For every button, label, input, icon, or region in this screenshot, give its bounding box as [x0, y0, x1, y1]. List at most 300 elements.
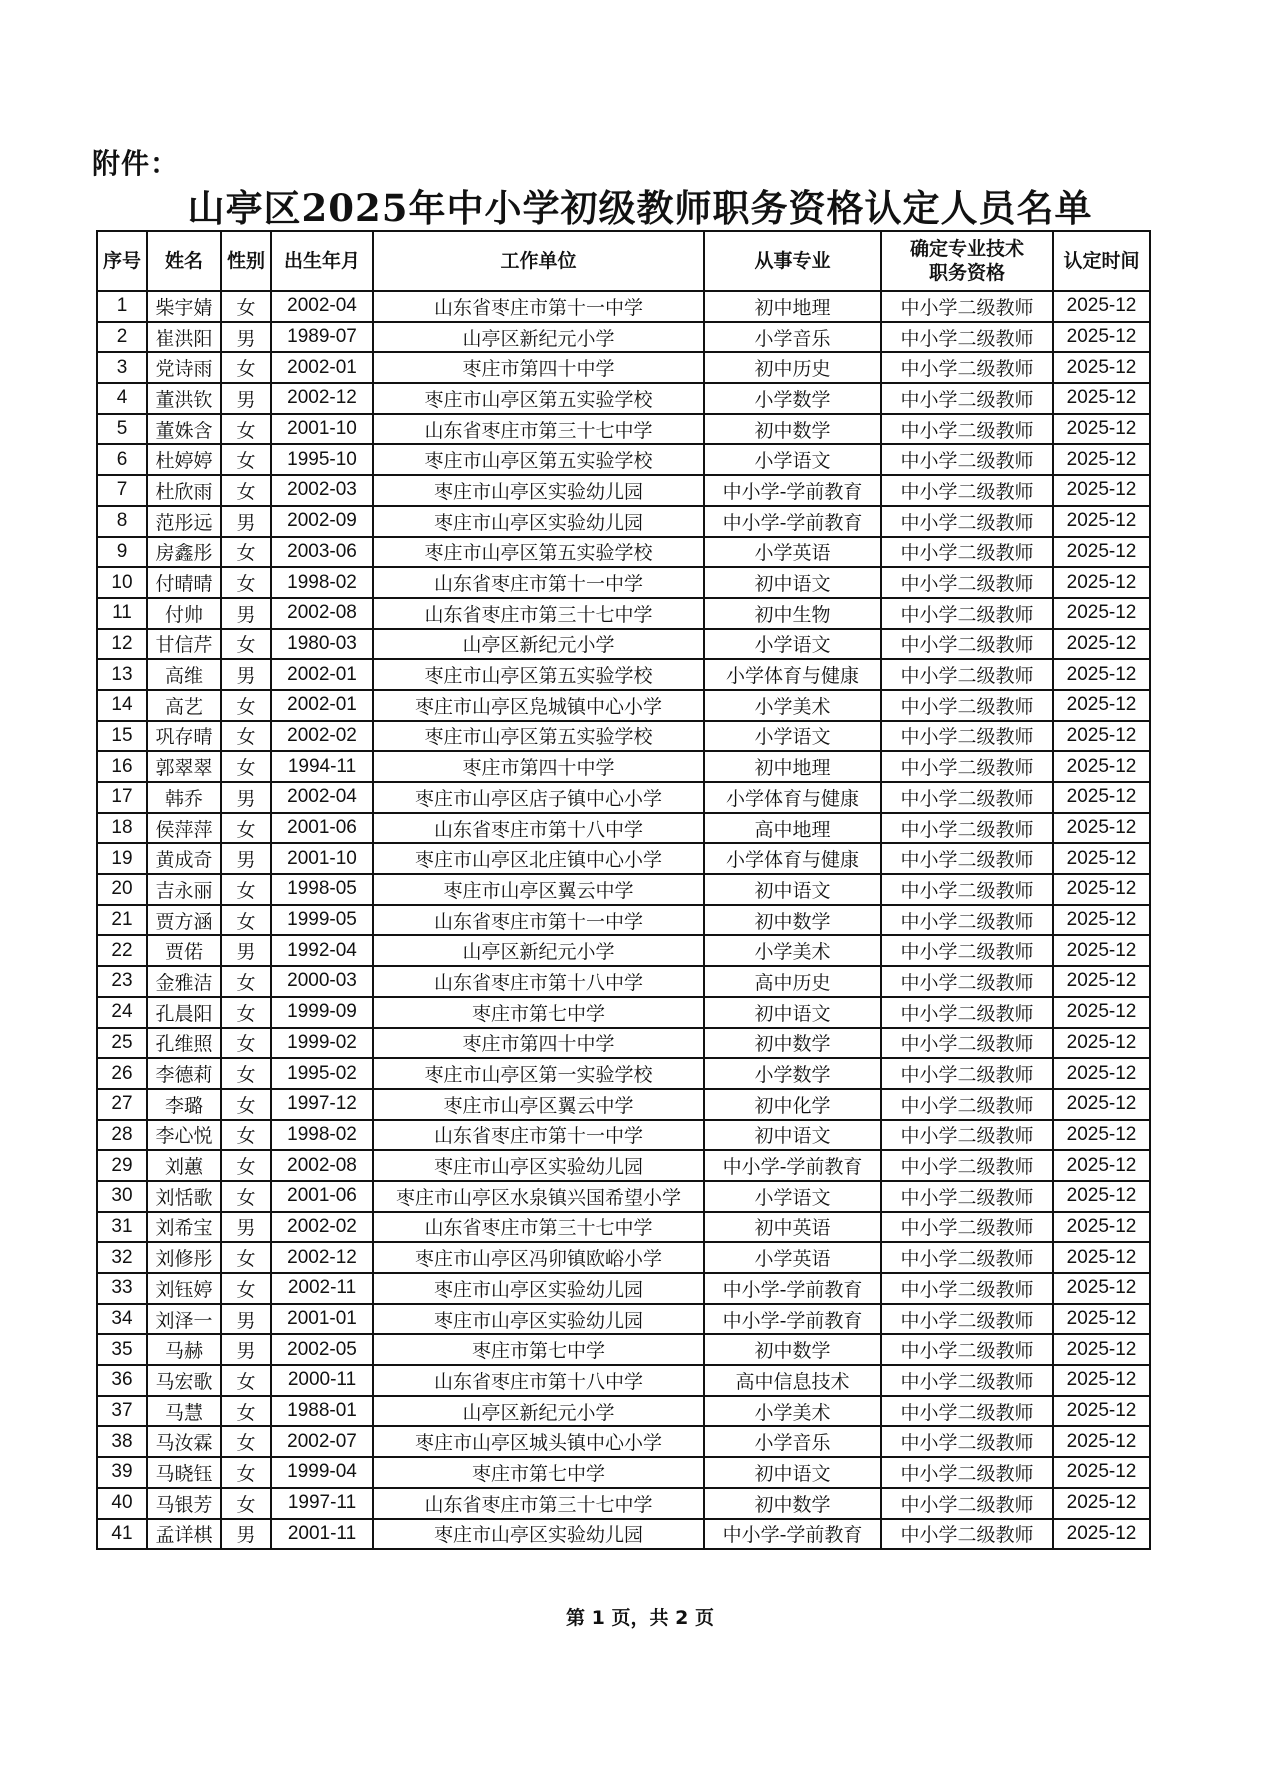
table-row: [97, 966, 1150, 997]
cell-index: 13: [97, 659, 147, 690]
cell-gender: 女: [221, 1150, 271, 1181]
cell-major: 小学体育与健康: [704, 659, 881, 690]
cell-unit: 枣庄市山亭区第五实验学校: [373, 383, 704, 414]
cell-major: 初中地理: [704, 751, 881, 782]
cell-index: 5: [97, 414, 147, 445]
cell-birth: 1999-09: [271, 997, 373, 1028]
cell-name: 房鑫彤: [147, 537, 221, 568]
cell-gender: 女: [221, 1426, 271, 1457]
table-row: [97, 1212, 1150, 1243]
cell-unit: 枣庄市山亭区城头镇中心小学: [373, 1426, 704, 1457]
cell-birth: 1980-03: [271, 629, 373, 660]
cell-major: 小学语文: [704, 444, 881, 475]
cell-birth: 2003-06: [271, 537, 373, 568]
cell-unit: 枣庄市山亭区翼云中学: [373, 1089, 704, 1120]
cell-unit: 山东省枣庄市第三十七中学: [373, 1212, 704, 1243]
cell-date: 2025-12: [1053, 1120, 1150, 1151]
cell-date: 2025-12: [1053, 1304, 1150, 1335]
cell-birth: 1998-05: [271, 874, 373, 905]
cell-birth: 2001-06: [271, 813, 373, 844]
cell-unit: 山东省枣庄市第十八中学: [373, 1365, 704, 1396]
cell-index: 8: [97, 506, 147, 537]
cell-birth: 2001-06: [271, 1181, 373, 1212]
table-row: [97, 352, 1150, 383]
table-row: [97, 537, 1150, 568]
cell-gender: 男: [221, 935, 271, 966]
cell-birth: 2002-02: [271, 1212, 373, 1243]
cell-index: 32: [97, 1242, 147, 1273]
cell-gender: 男: [221, 1334, 271, 1365]
cell-index: 19: [97, 843, 147, 874]
cell-major: 小学美术: [704, 1396, 881, 1427]
cell-name: 韩乔: [147, 782, 221, 813]
table-row: [97, 322, 1150, 353]
cell-gender: 女: [221, 444, 271, 475]
table-row: [97, 383, 1150, 414]
cell-gender: 女: [221, 352, 271, 383]
cell-index: 22: [97, 935, 147, 966]
cell-gender: 女: [221, 1365, 271, 1396]
cell-unit: 枣庄市山亭区第五实验学校: [373, 721, 704, 752]
cell-date: 2025-12: [1053, 905, 1150, 936]
cell-name: 付帅: [147, 598, 221, 629]
cell-date: 2025-12: [1053, 322, 1150, 353]
cell-gender: 女: [221, 751, 271, 782]
cell-qualification: 中小学二级教师: [881, 537, 1053, 568]
cell-unit: 枣庄市第七中学: [373, 997, 704, 1028]
cell-index: 17: [97, 782, 147, 813]
column-header-date: 认定时间: [1053, 231, 1150, 291]
cell-major: 中小学-学前教育: [704, 1273, 881, 1304]
cell-unit: 枣庄市山亭区第五实验学校: [373, 444, 704, 475]
cell-birth: 1998-02: [271, 1120, 373, 1151]
cell-gender: 男: [221, 322, 271, 353]
cell-qualification: 中小学二级教师: [881, 935, 1053, 966]
cell-date: 2025-12: [1053, 444, 1150, 475]
cell-date: 2025-12: [1053, 537, 1150, 568]
cell-major: 初中数学: [704, 1028, 881, 1059]
cell-date: 2025-12: [1053, 659, 1150, 690]
cell-index: 20: [97, 874, 147, 905]
cell-unit: 山东省枣庄市第三十七中学: [373, 598, 704, 629]
cell-birth: 2002-02: [271, 721, 373, 752]
table-row: [97, 1519, 1150, 1550]
cell-major: 初中历史: [704, 352, 881, 383]
cell-name: 李心悦: [147, 1120, 221, 1151]
table-row: [97, 1273, 1150, 1304]
cell-birth: 1998-02: [271, 567, 373, 598]
cell-birth: 1997-11: [271, 1488, 373, 1519]
cell-name: 金雅洁: [147, 966, 221, 997]
cell-gender: 女: [221, 1488, 271, 1519]
cell-qualification: 中小学二级教师: [881, 874, 1053, 905]
page-indicator: 第 1 页，共 2 页: [566, 1607, 714, 1629]
cell-major: 初中英语: [704, 1212, 881, 1243]
cell-date: 2025-12: [1053, 1242, 1150, 1273]
cell-unit: 枣庄市第七中学: [373, 1334, 704, 1365]
cell-birth: 2002-01: [271, 352, 373, 383]
cell-index: 21: [97, 905, 147, 936]
cell-name: 付晴晴: [147, 567, 221, 598]
cell-gender: 女: [221, 1058, 271, 1089]
cell-name: 马汝霖: [147, 1426, 221, 1457]
cell-name: 孟详棋: [147, 1519, 221, 1550]
cell-major: 初中数学: [704, 1488, 881, 1519]
column-header-qualification: [881, 231, 1053, 291]
cell-gender: 男: [221, 782, 271, 813]
attachment-label: 附件：: [92, 147, 180, 180]
cell-unit: 枣庄市山亭区实验幼儿园: [373, 1273, 704, 1304]
cell-date: 2025-12: [1053, 966, 1150, 997]
table-row: [97, 414, 1150, 445]
cell-qualification: 中小学二级教师: [881, 1396, 1053, 1427]
cell-name: 侯萍萍: [147, 813, 221, 844]
cell-index: 35: [97, 1334, 147, 1365]
table-row: [97, 567, 1150, 598]
cell-date: 2025-12: [1053, 721, 1150, 752]
cell-date: 2025-12: [1053, 782, 1150, 813]
cell-name: 李德莉: [147, 1058, 221, 1089]
cell-date: 2025-12: [1053, 1488, 1150, 1519]
cell-major: 小学英语: [704, 1242, 881, 1273]
cell-qualification: 中小学二级教师: [881, 1334, 1053, 1365]
cell-name: 范彤远: [147, 506, 221, 537]
cell-birth: 1997-12: [271, 1089, 373, 1120]
table-row: [97, 1304, 1150, 1335]
cell-birth: 2001-10: [271, 414, 373, 445]
table-row: [97, 1426, 1150, 1457]
cell-unit: 枣庄市山亭区实验幼儿园: [373, 506, 704, 537]
cell-date: 2025-12: [1053, 813, 1150, 844]
cell-birth: 2002-08: [271, 598, 373, 629]
cell-name: 贾偌: [147, 935, 221, 966]
cell-qualification: 中小学二级教师: [881, 598, 1053, 629]
cell-birth: 2002-12: [271, 383, 373, 414]
cell-birth: 1999-04: [271, 1457, 373, 1488]
cell-major: 高中历史: [704, 966, 881, 997]
cell-unit: 山东省枣庄市第三十七中学: [373, 414, 704, 445]
table-row: [97, 1488, 1150, 1519]
cell-unit: 枣庄市山亭区冯卯镇欧峪小学: [373, 1242, 704, 1273]
cell-unit: 山东省枣庄市第十一中学: [373, 567, 704, 598]
cell-unit: 枣庄市山亭区水泉镇兴国希望小学: [373, 1181, 704, 1212]
cell-index: 16: [97, 751, 147, 782]
cell-gender: 女: [221, 966, 271, 997]
cell-major: 初中语文: [704, 874, 881, 905]
cell-birth: 2002-09: [271, 506, 373, 537]
cell-birth: 2000-11: [271, 1365, 373, 1396]
cell-gender: 女: [221, 475, 271, 506]
cell-birth: 1994-11: [271, 751, 373, 782]
cell-birth: 2000-03: [271, 966, 373, 997]
table-row: [97, 1150, 1150, 1181]
cell-index: 26: [97, 1058, 147, 1089]
cell-gender: 男: [221, 1519, 271, 1550]
cell-qualification: 中小学二级教师: [881, 475, 1053, 506]
cell-major: 小学音乐: [704, 1426, 881, 1457]
cell-name: 马慧: [147, 1396, 221, 1427]
cell-qualification: 中小学二级教师: [881, 1120, 1053, 1151]
cell-unit: 山亭区新纪元小学: [373, 322, 704, 353]
cell-qualification: 中小学二级教师: [881, 1426, 1053, 1457]
cell-name: 刘恬歌: [147, 1181, 221, 1212]
cell-birth: 2002-03: [271, 475, 373, 506]
cell-gender: 女: [221, 1457, 271, 1488]
cell-gender: 女: [221, 1242, 271, 1273]
cell-major: 初中语文: [704, 997, 881, 1028]
cell-index: 14: [97, 690, 147, 721]
cell-birth: 1995-10: [271, 444, 373, 475]
cell-gender: 女: [221, 629, 271, 660]
cell-qualification: 中小学二级教师: [881, 1242, 1053, 1273]
cell-gender: 女: [221, 537, 271, 568]
cell-unit: 山东省枣庄市第三十七中学: [373, 1488, 704, 1519]
column-header-major: 从事专业: [704, 231, 881, 291]
cell-qualification: 中小学二级教师: [881, 1212, 1053, 1243]
cell-major: 初中语文: [704, 1457, 881, 1488]
cell-qualification: 中小学二级教师: [881, 1089, 1053, 1120]
table-row: [97, 997, 1150, 1028]
cell-qualification: 中小学二级教师: [881, 414, 1053, 445]
cell-date: 2025-12: [1053, 414, 1150, 445]
table-row: [97, 751, 1150, 782]
cell-date: 2025-12: [1053, 475, 1150, 506]
cell-qualification: 中小学二级教师: [881, 813, 1053, 844]
cell-name: 刘蕙: [147, 1150, 221, 1181]
cell-qualification: 中小学二级教师: [881, 1457, 1053, 1488]
cell-qualification: 中小学二级教师: [881, 905, 1053, 936]
cell-gender: 男: [221, 1212, 271, 1243]
table-row: [97, 843, 1150, 874]
table-row: [97, 1028, 1150, 1059]
cell-name: 柴宇婧: [147, 291, 221, 322]
cell-qualification: 中小学二级教师: [881, 352, 1053, 383]
cell-gender: 女: [221, 905, 271, 936]
cell-birth: 2001-01: [271, 1304, 373, 1335]
cell-index: 4: [97, 383, 147, 414]
cell-unit: 枣庄市山亭区实验幼儿园: [373, 475, 704, 506]
cell-gender: 女: [221, 567, 271, 598]
cell-name: 马赫: [147, 1334, 221, 1365]
cell-index: 27: [97, 1089, 147, 1120]
cell-gender: 男: [221, 843, 271, 874]
cell-major: 初中化学: [704, 1089, 881, 1120]
cell-qualification: 中小学二级教师: [881, 567, 1053, 598]
column-header-birth: 出生年月: [271, 231, 373, 291]
cell-unit: 山亭区新纪元小学: [373, 1396, 704, 1427]
cell-date: 2025-12: [1053, 751, 1150, 782]
table-row: [97, 1457, 1150, 1488]
cell-gender: 男: [221, 598, 271, 629]
cell-date: 2025-12: [1053, 1457, 1150, 1488]
cell-major: 高中信息技术: [704, 1365, 881, 1396]
qualification-header-text: 确定专业技术职务资格: [909, 238, 1024, 284]
cell-name: 刘钰婷: [147, 1273, 221, 1304]
cell-name: 杜欣雨: [147, 475, 221, 506]
cell-name: 马银芳: [147, 1488, 221, 1519]
cell-name: 李璐: [147, 1089, 221, 1120]
cell-date: 2025-12: [1053, 1426, 1150, 1457]
cell-date: 2025-12: [1053, 843, 1150, 874]
cell-birth: 2002-04: [271, 291, 373, 322]
cell-qualification: 中小学二级教师: [881, 721, 1053, 752]
cell-name: 董姝含: [147, 414, 221, 445]
cell-index: 15: [97, 721, 147, 752]
table-row: [97, 1365, 1150, 1396]
cell-date: 2025-12: [1053, 352, 1150, 383]
cell-name: 黄成奇: [147, 843, 221, 874]
cell-major: 初中语文: [704, 567, 881, 598]
cell-qualification: 中小学二级教师: [881, 997, 1053, 1028]
cell-major: 初中地理: [704, 291, 881, 322]
cell-index: 39: [97, 1457, 147, 1488]
cell-date: 2025-12: [1053, 997, 1150, 1028]
cell-unit: 枣庄市山亭区翼云中学: [373, 874, 704, 905]
cell-major: 小学音乐: [704, 322, 881, 353]
table-body: [97, 291, 1150, 1549]
cell-unit: 枣庄市山亭区实验幼儿园: [373, 1519, 704, 1550]
cell-birth: 2002-01: [271, 690, 373, 721]
cell-qualification: 中小学二级教师: [881, 1304, 1053, 1335]
cell-unit: 枣庄市山亭区北庄镇中心小学: [373, 843, 704, 874]
cell-name: 党诗雨: [147, 352, 221, 383]
cell-index: 11: [97, 598, 147, 629]
cell-birth: 1988-01: [271, 1396, 373, 1427]
cell-birth: 1995-02: [271, 1058, 373, 1089]
cell-gender: 男: [221, 659, 271, 690]
table-row: [97, 1396, 1150, 1427]
cell-unit: 枣庄市第四十中学: [373, 751, 704, 782]
cell-gender: 男: [221, 1304, 271, 1335]
cell-index: 2: [97, 322, 147, 353]
cell-gender: 女: [221, 997, 271, 1028]
cell-major: 小学体育与健康: [704, 782, 881, 813]
cell-birth: 2002-08: [271, 1150, 373, 1181]
cell-date: 2025-12: [1053, 1396, 1150, 1427]
cell-unit: 枣庄市第四十中学: [373, 1028, 704, 1059]
cell-index: 3: [97, 352, 147, 383]
cell-unit: 枣庄市山亭区第五实验学校: [373, 659, 704, 690]
cell-birth: 1989-07: [271, 322, 373, 353]
cell-major: 初中数学: [704, 1334, 881, 1365]
cell-qualification: 中小学二级教师: [881, 1058, 1053, 1089]
cell-major: 中小学-学前教育: [704, 1150, 881, 1181]
cell-qualification: 中小学二级教师: [881, 659, 1053, 690]
column-header-index: 序号: [97, 231, 147, 291]
cell-name: 孔晨阳: [147, 997, 221, 1028]
cell-date: 2025-12: [1053, 1519, 1150, 1550]
cell-date: 2025-12: [1053, 383, 1150, 414]
cell-qualification: 中小学二级教师: [881, 1181, 1053, 1212]
personnel-table: [96, 230, 1151, 1550]
cell-name: 董洪钦: [147, 383, 221, 414]
cell-gender: 男: [221, 506, 271, 537]
cell-name: 甘信芹: [147, 629, 221, 660]
cell-index: 38: [97, 1426, 147, 1457]
cell-index: 10: [97, 567, 147, 598]
cell-gender: 女: [221, 1120, 271, 1151]
cell-unit: 山东省枣庄市第十八中学: [373, 966, 704, 997]
cell-unit: 枣庄市山亭区店子镇中心小学: [373, 782, 704, 813]
cell-index: 28: [97, 1120, 147, 1151]
table-row: [97, 1334, 1150, 1365]
cell-name: 孔维照: [147, 1028, 221, 1059]
table-row: [97, 874, 1150, 905]
cell-date: 2025-12: [1053, 690, 1150, 721]
cell-index: 6: [97, 444, 147, 475]
cell-major: 小学语文: [704, 629, 881, 660]
cell-gender: 女: [221, 721, 271, 752]
cell-index: 30: [97, 1181, 147, 1212]
cell-date: 2025-12: [1053, 1212, 1150, 1243]
column-header-name: 姓名: [147, 231, 221, 291]
cell-date: 2025-12: [1053, 629, 1150, 660]
cell-major: 初中数学: [704, 905, 881, 936]
cell-gender: 男: [221, 383, 271, 414]
cell-index: 25: [97, 1028, 147, 1059]
cell-name: 高维: [147, 659, 221, 690]
cell-unit: 枣庄市山亭区第一实验学校: [373, 1058, 704, 1089]
cell-birth: 2002-01: [271, 659, 373, 690]
table-row: [97, 444, 1150, 475]
table-row: [97, 291, 1150, 322]
cell-gender: 女: [221, 414, 271, 445]
cell-unit: 山东省枣庄市第十八中学: [373, 813, 704, 844]
table-row: [97, 1120, 1150, 1151]
cell-major: 初中语文: [704, 1120, 881, 1151]
cell-major: 小学数学: [704, 1058, 881, 1089]
cell-unit: 枣庄市山亭区实验幼儿园: [373, 1304, 704, 1335]
cell-unit: 山亭区新纪元小学: [373, 935, 704, 966]
cell-gender: 女: [221, 874, 271, 905]
cell-qualification: 中小学二级教师: [881, 506, 1053, 537]
cell-date: 2025-12: [1053, 1058, 1150, 1089]
cell-index: 40: [97, 1488, 147, 1519]
cell-qualification: 中小学二级教师: [881, 1150, 1053, 1181]
column-header-unit: 工作单位: [373, 231, 704, 291]
cell-index: 29: [97, 1150, 147, 1181]
cell-unit: 枣庄市山亭区凫城镇中心小学: [373, 690, 704, 721]
table-row: [97, 935, 1150, 966]
cell-major: 小学美术: [704, 935, 881, 966]
cell-birth: 2002-05: [271, 1334, 373, 1365]
cell-gender: 女: [221, 813, 271, 844]
cell-index: 34: [97, 1304, 147, 1335]
cell-birth: 2002-11: [271, 1273, 373, 1304]
cell-major: 中小学-学前教育: [704, 506, 881, 537]
cell-name: 刘希宝: [147, 1212, 221, 1243]
cell-index: 23: [97, 966, 147, 997]
cell-qualification: 中小学二级教师: [881, 1519, 1053, 1550]
cell-gender: 女: [221, 1181, 271, 1212]
table-row: [97, 506, 1150, 537]
cell-gender: 女: [221, 1396, 271, 1427]
cell-date: 2025-12: [1053, 506, 1150, 537]
cell-unit: 枣庄市第四十中学: [373, 352, 704, 383]
cell-gender: 女: [221, 690, 271, 721]
cell-index: 24: [97, 997, 147, 1028]
table-row: [97, 659, 1150, 690]
cell-birth: 2002-07: [271, 1426, 373, 1457]
cell-name: 崔洪阳: [147, 322, 221, 353]
cell-birth: 1999-02: [271, 1028, 373, 1059]
table-row: [97, 813, 1150, 844]
table-row: [97, 475, 1150, 506]
cell-name: 马宏歌: [147, 1365, 221, 1396]
table-row: [97, 1058, 1150, 1089]
table-row: [97, 629, 1150, 660]
cell-index: 7: [97, 475, 147, 506]
